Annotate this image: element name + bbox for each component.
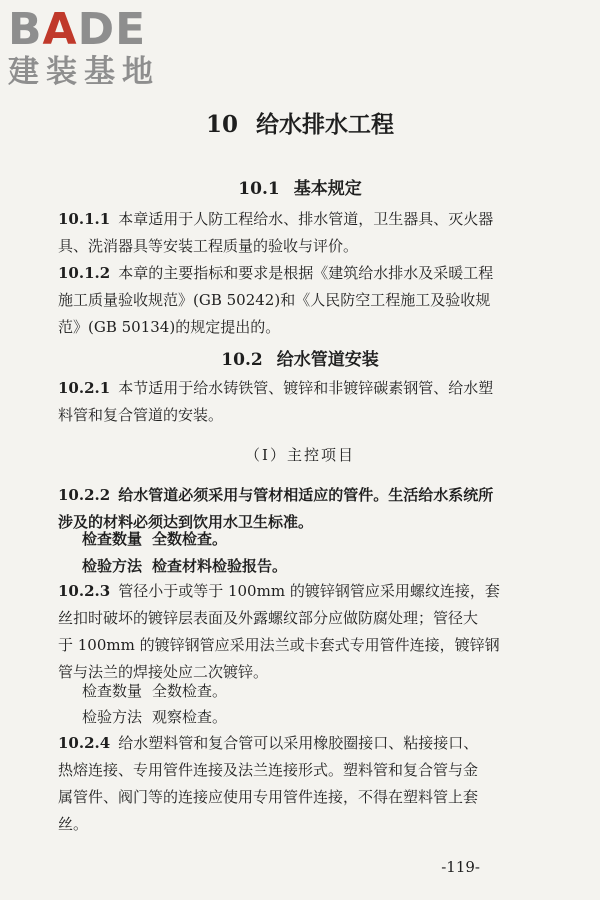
chapter-number: 10 (205, 111, 238, 138)
check-method-value: 检查材料检验报告。 (152, 557, 288, 575)
clause-text-line: 具、洗消器具等安装工程质量的验收与评价。 (58, 237, 359, 255)
check-method (82, 553, 287, 580)
check-quantity-value: 全数检查。 (152, 682, 228, 700)
check-method-label: 检验方法 (82, 708, 143, 726)
clause-text-line: 管与法兰的焊接处应二次镀锌。 (58, 663, 269, 681)
clause-10-2-4 (58, 730, 510, 838)
clause-text-line: 于 100mm 的镀锌钢管应采用法兰或卡套式专用管件连接，镀锌钢 (58, 636, 500, 654)
check-quantity (82, 678, 227, 705)
logo-letters-de: DE (77, 4, 147, 55)
bade-logo (8, 4, 160, 90)
clause-text-line: 丝。 (58, 815, 89, 833)
clause-text-line: 本章的主要指标和要求是根据《建筑给水排水及采暖工程 (118, 264, 494, 282)
clause-number: 10.1.2 (58, 264, 111, 282)
clause-text-line: 给水塑料管和复合管可以采用橡胶圈接口、粘接接口、 (118, 734, 479, 752)
clause-10-2-1 (58, 375, 510, 429)
clause-text-line: 给水管道必须采用与管材相适应的管件。生活给水系统所 (118, 486, 494, 504)
clause-10-1-1 (58, 206, 510, 260)
clause-number: 10.2.1 (58, 379, 111, 397)
section-10-1-heading (0, 174, 600, 199)
clause-10-2-3 (58, 578, 510, 686)
clause-text-line: 范》(GB 50134)的规定提出的。 (58, 318, 281, 336)
check-quantity-label: 检查数量 (82, 530, 143, 548)
section-number: 10.2 (221, 350, 263, 370)
logo-chinese-text: 建装基地 (8, 54, 160, 90)
clause-text-line: 丝扣时破坏的镀锌层表面及外露螺纹部分应做防腐处理；管径大 (58, 609, 479, 627)
check-quantity (82, 526, 227, 553)
section-number: 10.1 (238, 179, 280, 199)
clause-number: 10.2.4 (58, 734, 111, 752)
check-method-value: 观察检查。 (152, 708, 228, 726)
check-method (82, 704, 227, 731)
logo-wordmark (8, 4, 160, 55)
section-10-2-heading (0, 345, 600, 370)
clause-text-line: 施工质量验收规范》(GB 50242)和《人民防空工程施工及验收规 (58, 291, 491, 309)
section-title: 给水管道安装 (276, 350, 379, 370)
clause-text-line: 本章适用于人防工程给水、排水管道，卫生器具、灭火器 (118, 210, 494, 228)
logo-letter-a: A (42, 4, 78, 55)
section-title: 基本规定 (293, 179, 362, 199)
chapter-title (0, 106, 600, 139)
clause-number: 10.2.3 (58, 582, 111, 600)
check-quantity-label: 检查数量 (82, 682, 143, 700)
chapter-name: 给水排水工程 (256, 111, 394, 138)
check-method-label: 检验方法 (82, 557, 143, 575)
clause-text-line: 属管件、阀门等的连接应使用专用管件连接，不得在塑料管上套 (58, 788, 479, 806)
clause-number: 10.1.1 (58, 210, 111, 228)
clause-number: 10.2.2 (58, 486, 111, 504)
clause-text-line: 管径小于或等于 100mm 的镀锌钢管应采用螺纹连接，套 (118, 582, 500, 600)
check-quantity-value: 全数检查。 (152, 530, 228, 548)
clause-text-line: 涉及的材料必须达到饮用水卫生标准。 (58, 513, 314, 531)
clause-text-line: 本节适用于给水铸铁管、镀锌和非镀锌碳素钢管、给水塑 (118, 379, 494, 397)
clause-text-line: 料管和复合管道的安装。 (58, 406, 224, 424)
clause-10-1-2 (58, 260, 510, 341)
logo-letter-b: B (8, 4, 43, 55)
page-number: -119- (441, 858, 480, 876)
subsection-heading: （Ⅰ）主控项目 (245, 446, 355, 464)
clause-text-line: 热熔连接、专用管件连接及法兰连接形式。塑料管和复合管与金 (58, 761, 479, 779)
